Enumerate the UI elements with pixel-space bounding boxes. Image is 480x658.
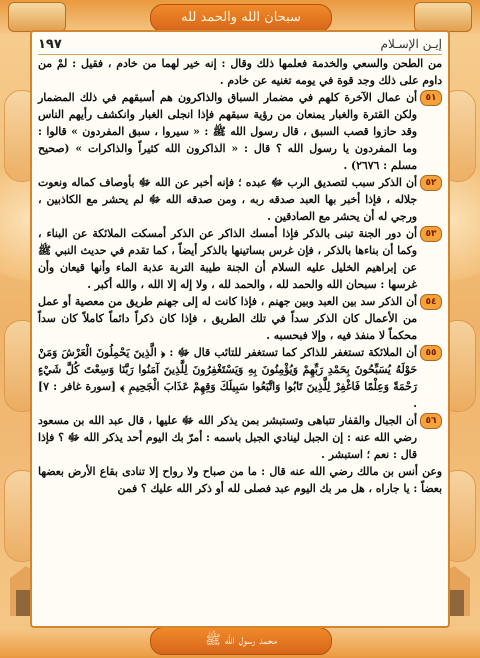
body-text <box>38 55 442 497</box>
open-book-icon <box>8 2 66 32</box>
list-item <box>38 412 442 463</box>
item-number: ٥٣ <box>420 226 442 242</box>
text-panel <box>30 30 450 628</box>
item-text: أن عمال الآخرة كلهم في مضمار السباق والذاكرون هم أسبقهم في ذلك المضمار ولكن القترة والغبار يمنعان من رؤية سبقهم فإذا انجلى الغبار وانكشف رأيهم الناس وقد حازوا قصب السبق ، قال رسول الله ﷺ : « سيروا ، سبق المفردون » قالوا : وما المفردون يا رسول الله ؟ قال : « الذاكرون الله كثيراً والذاكرات » (صحيح مسلم : ٢٦٧٦) . <box>38 91 417 172</box>
intro-paragraph: من الطحن والسعي والخدمة فعلمها ذلك وقال : إنه خير لهما من خادم ، فقيل : لمْ من داوم على ذلك وجد قوة في يومه تغنيه عن خادم . <box>38 57 442 87</box>
page-header-row <box>38 34 442 55</box>
item-text: أن الذكر سد بين العبد وبين جهنم ، فإذا كانت له إلى جهنم طريق من معصية أو عمل من الأعمال كان الذكر سداً في تلك الطريق ، فإذا كان ذكراً دائماً كاملاً كان سداً محكماً لا منفذ فيه ، وإلا فبحسبه . <box>38 295 417 342</box>
item-text: أن الذكر سبب لتصديق الرب ﷻ عبده ؛ فإنه أخبر عن الله ﷻ بأوصاف كماله ونعوت جلاله ، فإذا أخبر بها العبد صدقه ربه ، ومن صدقه الله ﷻ لم يحشر مع الكاذبين ، ورجي له أن يحشر مع الصادقين . <box>38 176 417 223</box>
item-number: ٥٦ <box>420 413 442 429</box>
list-item <box>38 174 442 225</box>
list-item <box>38 225 442 293</box>
item-text: أن الملائكة تستغفر للذاكر كما تستغفر للتائب قال ﷻ : ﴿ الَّذِينَ يَحْمِلُونَ الْعَرْشَ وَمَنْ حَوْلَهُ يُسَبِّحُونَ بِحَمْدِ رَبِّهِمْ وَيُؤْمِنُونَ بِهِ وَيَسْتَغْفِرُونَ لِلَّذِينَ آمَنُوا رَبَّنَا وَسِعْتَ كُلَّ شَيْءٍ رَحْمَةً وَعِلْمًا فَاغْفِرْ لِلَّذِينَ تَابُوا وَاتَّبَعُوا سَبِيلَكَ وَقِهِمْ عَذَابَ الْجَحِيمِ ﴾ [سورة غافر : ٧] . <box>38 346 417 410</box>
item-number: ٥٤ <box>420 294 442 310</box>
list-item <box>38 293 442 344</box>
list-item <box>38 89 442 174</box>
open-book-icon <box>414 2 472 32</box>
item-number: ٥٢ <box>420 175 442 191</box>
list-item <box>38 344 442 412</box>
item-text: أن الجبال والقفار تتباهى وتستبشر بمن يذكر الله ﷻ عليها ، قال عبد الله بن مسعود رضي الله عنه : إن الجبل لينادي الجبل باسمه : أمرّ بك اليوم أحد يذكر الله ﷻ ؟ فإذا قال : نعم ؛ استبشر . <box>38 414 417 461</box>
top-banner: سبحان الله والحمد لله <box>150 4 332 32</box>
bottom-banner: محمد رسول الله ﷺ <box>150 627 332 655</box>
page-number: ١٩٧ <box>38 36 62 52</box>
item-number: ٥١ <box>420 90 442 106</box>
page-title: إيـن الإسـلام <box>380 37 442 51</box>
item-text: أن دور الجنة تبنى بالذكر فإذا أمسك الذاكر عن الذكر أمسكت الملائكة عن البناء ، وكما أن بناءها بالذكر ، فإن غرس بساتينها بالذكر أيضاً ، كما تقدم في حديث النبي ﷺ عن إبراهيم الخليل عليه السلام أن الجنة طيبة التربة عذبة الماء وأنها قيعان وأن غرسها : سبحان الله والحمد لله ، والحمد لله ، ولا إله إلا الله ، والله أكبر . <box>38 227 417 291</box>
closing-paragraph: وعن أنس بن مالك رضي الله عنه قال : ما من صباح ولا رواح إلا تنادى بقاع الأرض بعضها بعضاً : يا جاراه ، هل مر بك اليوم عبد فصلى لله أو ذكر الله عليك ؟ فمن <box>38 465 442 495</box>
item-number: ٥٥ <box>420 345 442 361</box>
